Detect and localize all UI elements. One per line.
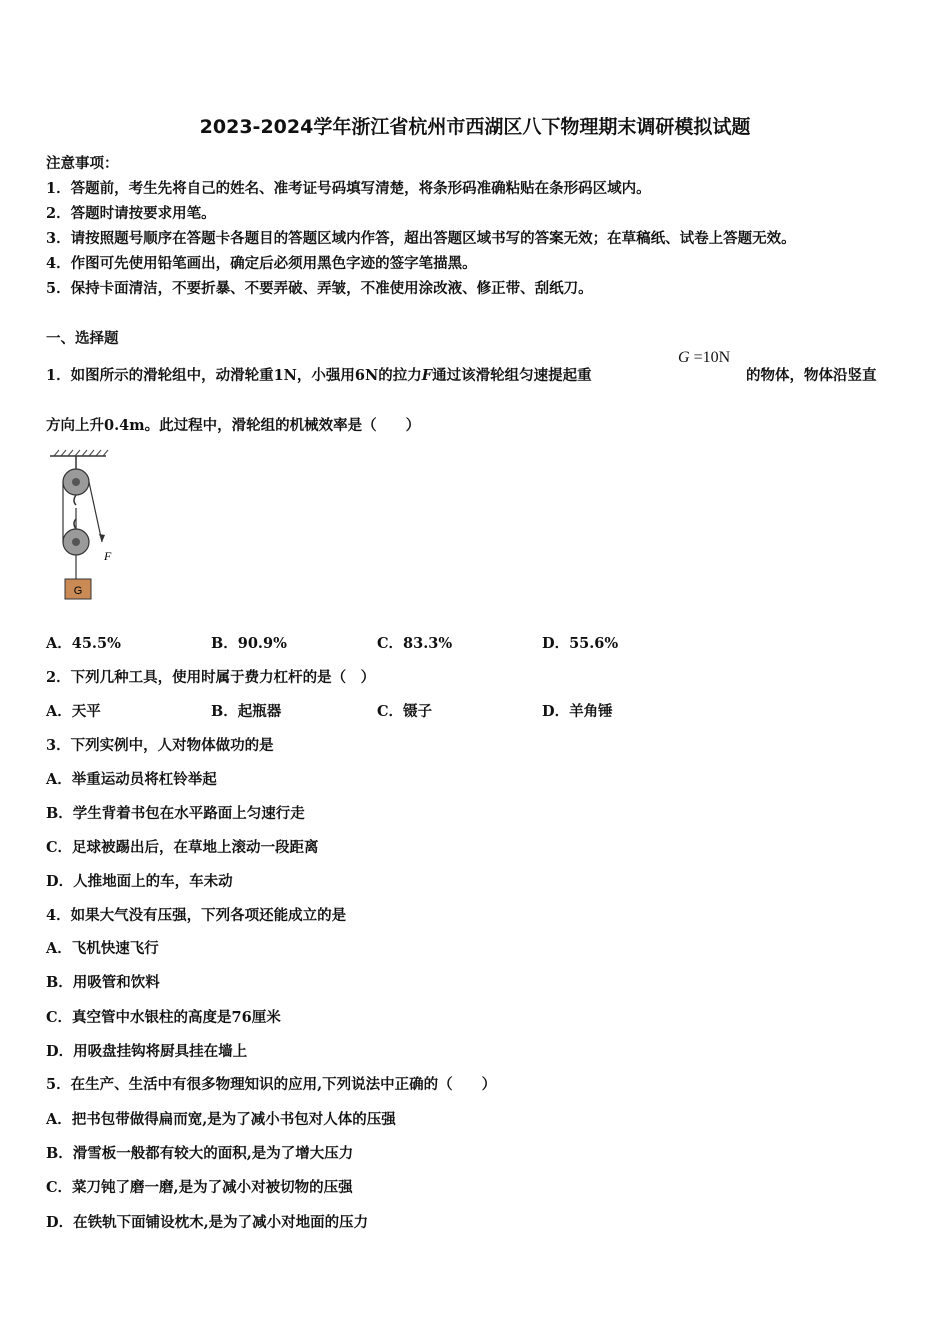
q5-option-a: A．把书包带做得扁而宽,是为了减小书包对人体的压强 [46, 1111, 396, 1128]
q1-formula-symbol: G [678, 349, 690, 366]
q1-option-c: C．83.3% [377, 635, 453, 652]
q2-option-c: C．镊子 [377, 703, 433, 720]
q1-stem-line1 [46, 364, 592, 385]
q3-stem: 3．下列实例中，人对物体做功的是 [46, 737, 274, 754]
q1-formula [678, 349, 730, 367]
q2-stem: 2．下列几种工具，使用时属于费力杠杆的是（ ） [46, 669, 376, 686]
notice-item: 1．答题前，考生先将自己的姓名、准考证号码填写清楚，将条形码准确粘贴在条形码区域内。 [46, 180, 651, 197]
figure-force-label: F [104, 549, 112, 563]
q2-option-d: D．羊角锤 [542, 703, 613, 720]
q1-stem-line2: 方向上升0.4m。此过程中，滑轮组的机械效率是（ ） [46, 417, 421, 434]
q5-option-c: C．菜刀钝了磨一磨,是为了减小对被切物的压强 [46, 1179, 353, 1196]
q4-option-a: A．飞机快速飞行 [46, 940, 159, 957]
q3-option-a: A．举重运动员将杠铃举起 [46, 771, 217, 788]
q1-text-c: 的物体，物体沿竖直 [746, 367, 877, 384]
q1-var-f: F [421, 367, 433, 384]
notice-item: 2．答题时请按要求用笔。 [46, 205, 216, 222]
q5-stem: 5．在生产、生活中有很多物理知识的应用,下列说法中正确的（ ） [46, 1076, 497, 1093]
q1-option-b: B．90.9% [211, 635, 287, 652]
notice-item: 4．作图可先使用铅笔画出，确定后必须用黑色字迹的签字笔描黑。 [46, 255, 477, 272]
q1-text-a: 1．如图所示的滑轮组中，动滑轮重1N，小强用6N的拉力 [46, 367, 422, 384]
q3-option-c: C．足球被踢出后，在草地上滚动一段距离 [46, 839, 319, 856]
figure-weight-label: G [73, 585, 83, 597]
q2-option-a: A．天平 [46, 703, 101, 720]
notice-heading: 注意事项： [46, 155, 119, 172]
q3-option-b: B．学生背着书包在水平路面上匀速行走 [46, 805, 305, 822]
q1-option-d: D．55.6% [542, 635, 619, 652]
q2-option-b: B．起瓶器 [211, 703, 282, 720]
q1-formula-value: =10N [693, 349, 731, 366]
section-heading: 一、选择题 [46, 330, 119, 347]
q4-option-d: D．用吸盘挂钩将厨具挂在墙上 [46, 1043, 248, 1060]
notice-item: 5．保持卡面清洁，不要折暴、不要弄破、弄皱，不准使用涂改液、修正带、刮纸刀。 [46, 280, 593, 297]
page-title: 2023-2024学年浙江省杭州市西湖区八下物理期末调研模拟试题 [199, 116, 751, 138]
q5-option-d: D．在铁轨下面铺设枕木,是为了减小对地面的压力 [46, 1214, 369, 1231]
q4-option-b: B．用吸管和饮料 [46, 974, 160, 991]
q3-option-d: D．人推地面上的车，车未动 [46, 873, 233, 890]
pulley-diagram [46, 446, 126, 608]
notice-item: 3．请按照题号顺序在答题卡各题目的答题区域内作答，超出答题区域书写的答案无效；在草稿纸、试卷上答题无效。 [46, 230, 796, 247]
q4-stem: 4．如果大气没有压强，下列各项还能成立的是 [46, 907, 347, 924]
q4-option-c: C．真空管中水银柱的高度是76厘米 [46, 1009, 281, 1026]
q1-option-a: A．45.5% [46, 635, 121, 652]
q1-text-b: 通过该滑轮组匀速提起重 [432, 367, 592, 384]
q5-option-b: B．滑雪板一般都有较大的面积,是为了增大压力 [46, 1145, 354, 1162]
